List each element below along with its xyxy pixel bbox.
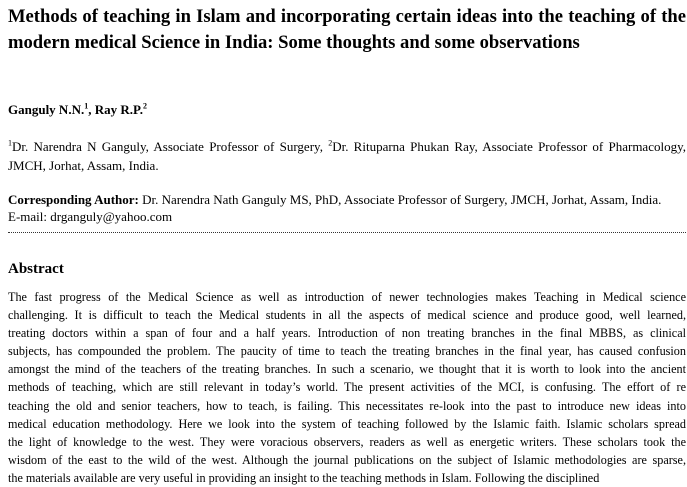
abstract-line: subjects, has compounded the problem. The paucity of time to teach the treating branches in the final year, has caused confusion <box>8 344 686 359</box>
abstract-line: the light of knowledge to the west. They were voracious observers, readers as well as energetic writers. These scholars took the <box>8 434 686 449</box>
abstract-line: amongst the mind of the teachers of the treating branches. In such a scenario, we thought that it is worth to look into the ancient <box>8 362 686 377</box>
abstract-line: medical education methodology. Here we look into the system of teaching followed by the Islamic faith. Islamic scholars spread <box>8 416 686 431</box>
corresponding-author <box>8 191 686 225</box>
corresponding-label: Corresponding Author: <box>8 192 139 207</box>
abstract-line: the materials available are very useful in providing an insight to the teaching methods in Islam. Following the disciplined <box>8 470 600 485</box>
author-2: Ray R.P. <box>94 102 143 117</box>
abstract-line: The fast progress of the Medical Science as well as introduction of newer technologies makes Teaching in Medical science <box>8 290 686 304</box>
author-2-affil-mark: 2 <box>143 101 147 111</box>
affil-2-text: Dr. Rituparna Phukan Ray, Associate Professor of Pharmacology, JMCH, Jorhat, Assam, India. <box>8 139 686 173</box>
affil-2-mark: 2 <box>328 138 333 148</box>
author-1: Ganguly N.N. <box>8 102 85 117</box>
abstract-line: wisdom of the east to the wild of the west. Although the journal publications on the subject of Islamic methodologies are sparse, <box>8 452 686 467</box>
author-list <box>8 102 147 118</box>
paper-title: Methods of teaching in Islam and incorporating certain ideas into the teaching of the modern medical Science in India: Some thoughts and some observations <box>8 6 686 53</box>
abstract-line: teaching the old and senior teachers, how to teach, is failing. This necessitates re-look into the past to introduce new ideas into <box>8 398 686 413</box>
affiliations <box>8 137 686 175</box>
dotted-separator <box>8 224 686 233</box>
affil-1-text: Dr. Narendra N Ganguly, Associate Professor of Surgery, <box>12 139 329 154</box>
corresponding-text: Dr. Narendra Nath Ganguly MS, PhD, Associate Professor of Surgery, JMCH, Jorhat, Assam, India. <box>138 192 662 207</box>
author-1-affil-mark: 1 <box>84 101 89 111</box>
abstract-heading: Abstract <box>8 261 64 277</box>
abstract-line: challenging. It is difficult to teach the Medical students in all the aspects of medical science and produce good, well learned, <box>8 308 686 323</box>
affil-1-mark: 1 <box>8 138 12 148</box>
author-separator: , <box>88 102 95 117</box>
abstract-line: methods of teaching, which are still relevant in today’s world. The present activities of the MCI, is confusing. The effort of re <box>8 380 686 395</box>
abstract-line: treating doctors within a span of four and a half years. Introduction of non treating branches in the final MBBS, as clinical <box>8 326 686 341</box>
corresponding-email: E-mail: drganguly@yahoo.com <box>8 209 173 224</box>
abstract-body <box>8 288 686 487</box>
